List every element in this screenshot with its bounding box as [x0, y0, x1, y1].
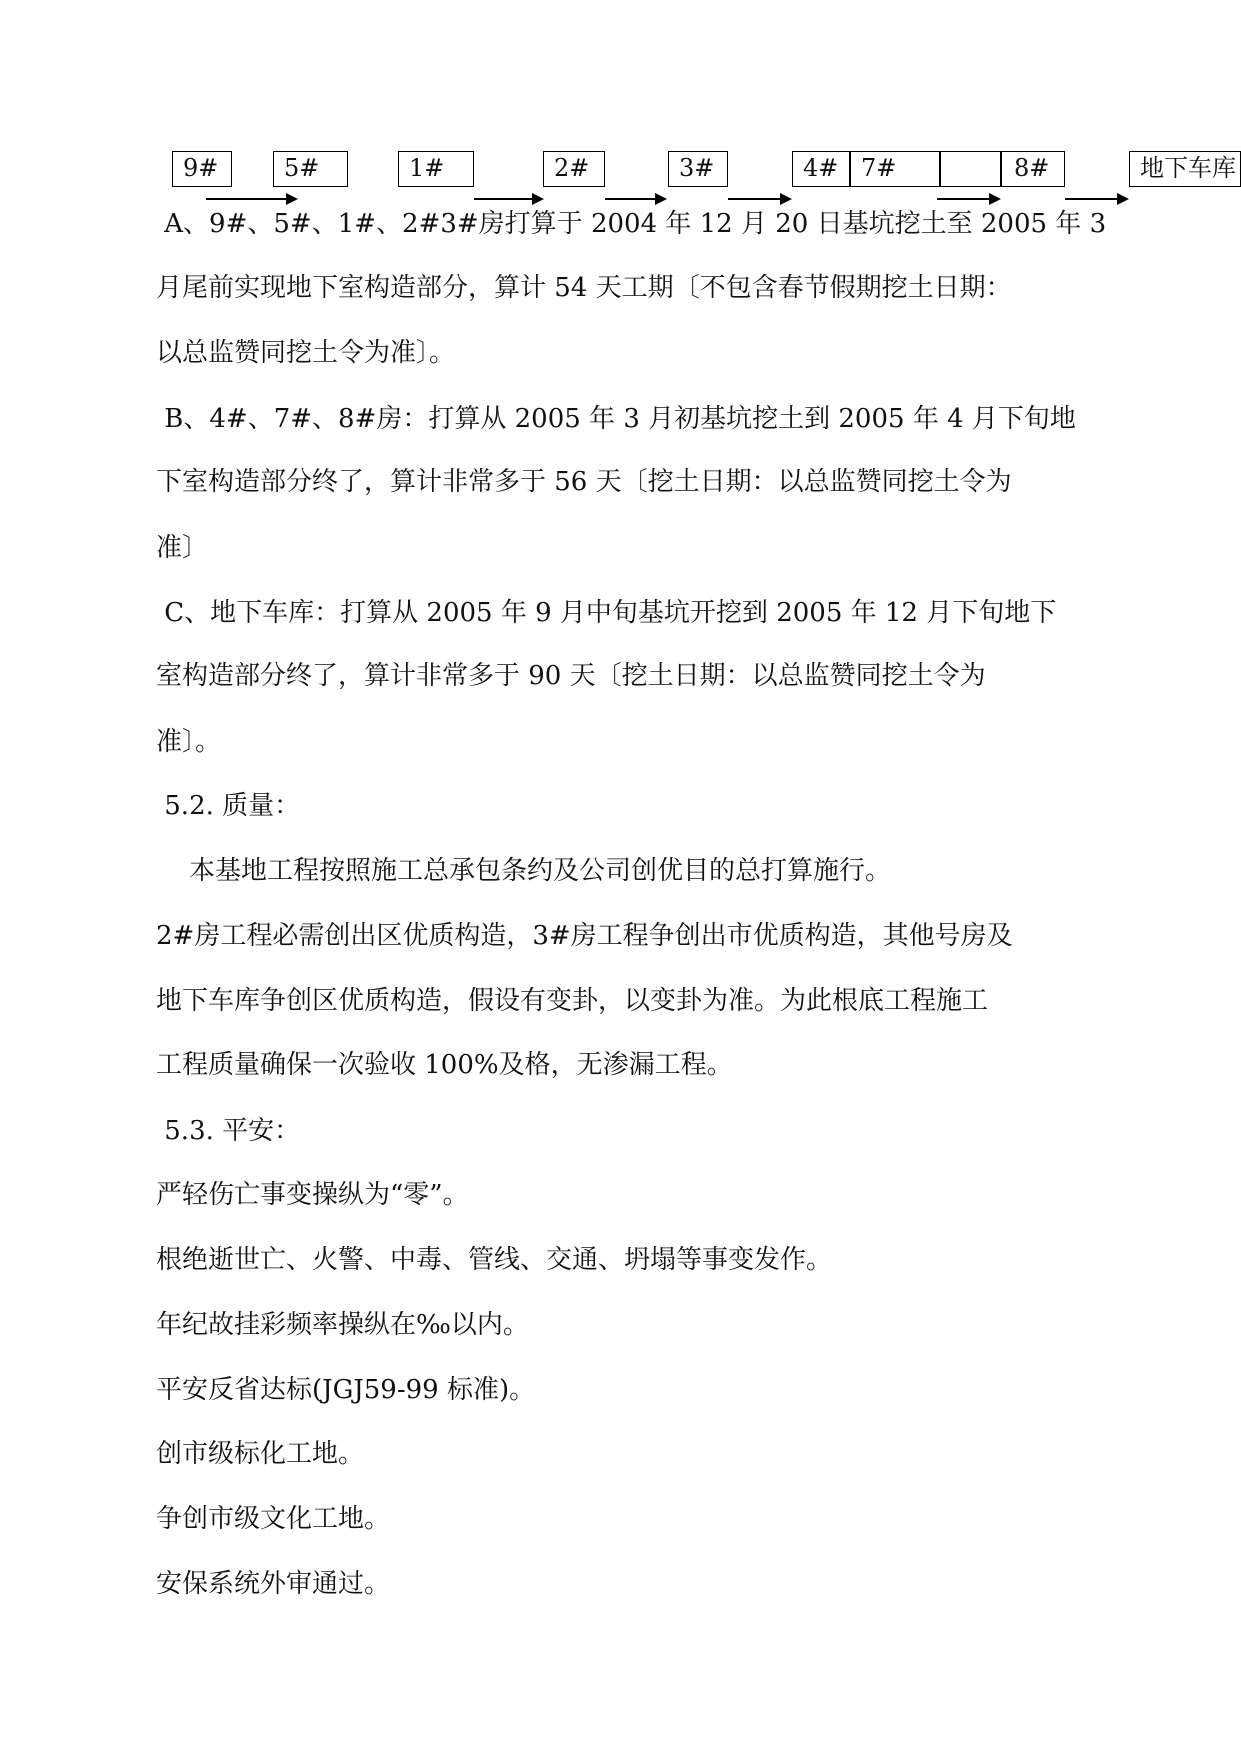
- construction-sequence-diagram: [0, 0, 1241, 200]
- text-line-20: 创市级标化工地。: [156, 1439, 365, 1469]
- building-5-label: 5#: [284, 154, 320, 182]
- text-line-9: 准〕。: [156, 727, 222, 757]
- text-line-11: 本基地工程按照施工总承包条约及公司创优目的总打算施行。: [156, 856, 892, 886]
- text-line-17: 根绝逝世亡、火警、中毒、管线、交通、坍塌等事变发作。: [156, 1245, 833, 1275]
- flow-arrow: [605, 198, 655, 200]
- text-line-19: 平安反省达标(JGJ59-99 标准)。: [156, 1375, 536, 1405]
- section-heading-safety: 5.3. 平安：: [156, 1116, 301, 1146]
- building-5-box: [273, 151, 348, 187]
- text-line-13: 地下车库争创区优质构造，假设有变卦，以变卦为准。为此根底工程施工: [156, 986, 989, 1016]
- building-1-box: [398, 151, 474, 187]
- text-line-2: 月尾前实现地下室构造部分，算计 54 天工期〔不包含春节假期挖土日期：: [156, 273, 1012, 303]
- box-divider: [1000, 152, 1002, 186]
- underground-garage-label: 地下车库: [1140, 154, 1236, 182]
- building-8-label: 8#: [1014, 154, 1050, 182]
- flow-arrow: [206, 198, 286, 200]
- text-line-1: A、9#、5#、1#、2#3#房打算于 2004 年 12 月 20 日基坑挖土至 2005 年 3: [156, 209, 1107, 239]
- text-line-5: 下室构造部分终了，算计非常多于 56 天〔挖土日期：以总监赞同挖土令为: [156, 467, 1012, 497]
- underground-garage-box: [1129, 151, 1241, 187]
- flow-arrow: [1065, 198, 1117, 200]
- box-divider: [849, 152, 851, 186]
- building-2-label: 2#: [554, 154, 590, 182]
- text-line-16: 严轻伤亡事变操纵为“零”。: [156, 1180, 469, 1210]
- section-heading-quality: 5.2. 质量：: [156, 791, 301, 821]
- building-3-label: 3#: [679, 154, 715, 182]
- flow-arrow: [728, 198, 780, 200]
- building-3-box: [668, 151, 728, 187]
- flow-arrow: [937, 198, 989, 200]
- text-line-7: C、地下车库：打算从 2005 年 9 月中旬基坑开挖到 2005 年 12 月下旬地下: [156, 598, 1057, 628]
- text-line-21: 争创市级文化工地。: [156, 1504, 391, 1534]
- text-line-3: 以总监赞同挖土令为准〕。: [156, 338, 456, 368]
- building-2-box: [543, 151, 605, 187]
- building-1-label: 1#: [409, 154, 445, 182]
- text-line-6: 准〕: [156, 533, 209, 563]
- flow-arrow: [474, 198, 532, 200]
- buildings-4-7-8-box: [792, 151, 1065, 187]
- text-line-12: 2#房工程必需创出区优质构造，3#房工程争创出市优质构造，其他号房及: [156, 921, 1013, 951]
- building-9-box: [172, 151, 232, 187]
- box-divider: [939, 152, 941, 186]
- text-line-18: 年纪故挂彩频率操纵在‰以内。: [156, 1310, 529, 1340]
- text-line-22: 安保系统外审通过。: [156, 1569, 391, 1599]
- building-4-label: 4#: [803, 154, 839, 182]
- text-line-4: B、4#、7#、8#房：打算从 2005 年 3 月初基坑挖土到 2005 年 4 月下旬地: [156, 404, 1076, 434]
- building-7-label: 7#: [861, 154, 897, 182]
- building-9-label: 9#: [183, 154, 219, 182]
- text-line-14: 工程质量确保一次验收 100%及格，无渗漏工程。: [156, 1050, 733, 1080]
- text-line-8: 室构造部分终了，算计非常多于 90 天〔挖土日期：以总监赞同挖土令为: [156, 661, 986, 691]
